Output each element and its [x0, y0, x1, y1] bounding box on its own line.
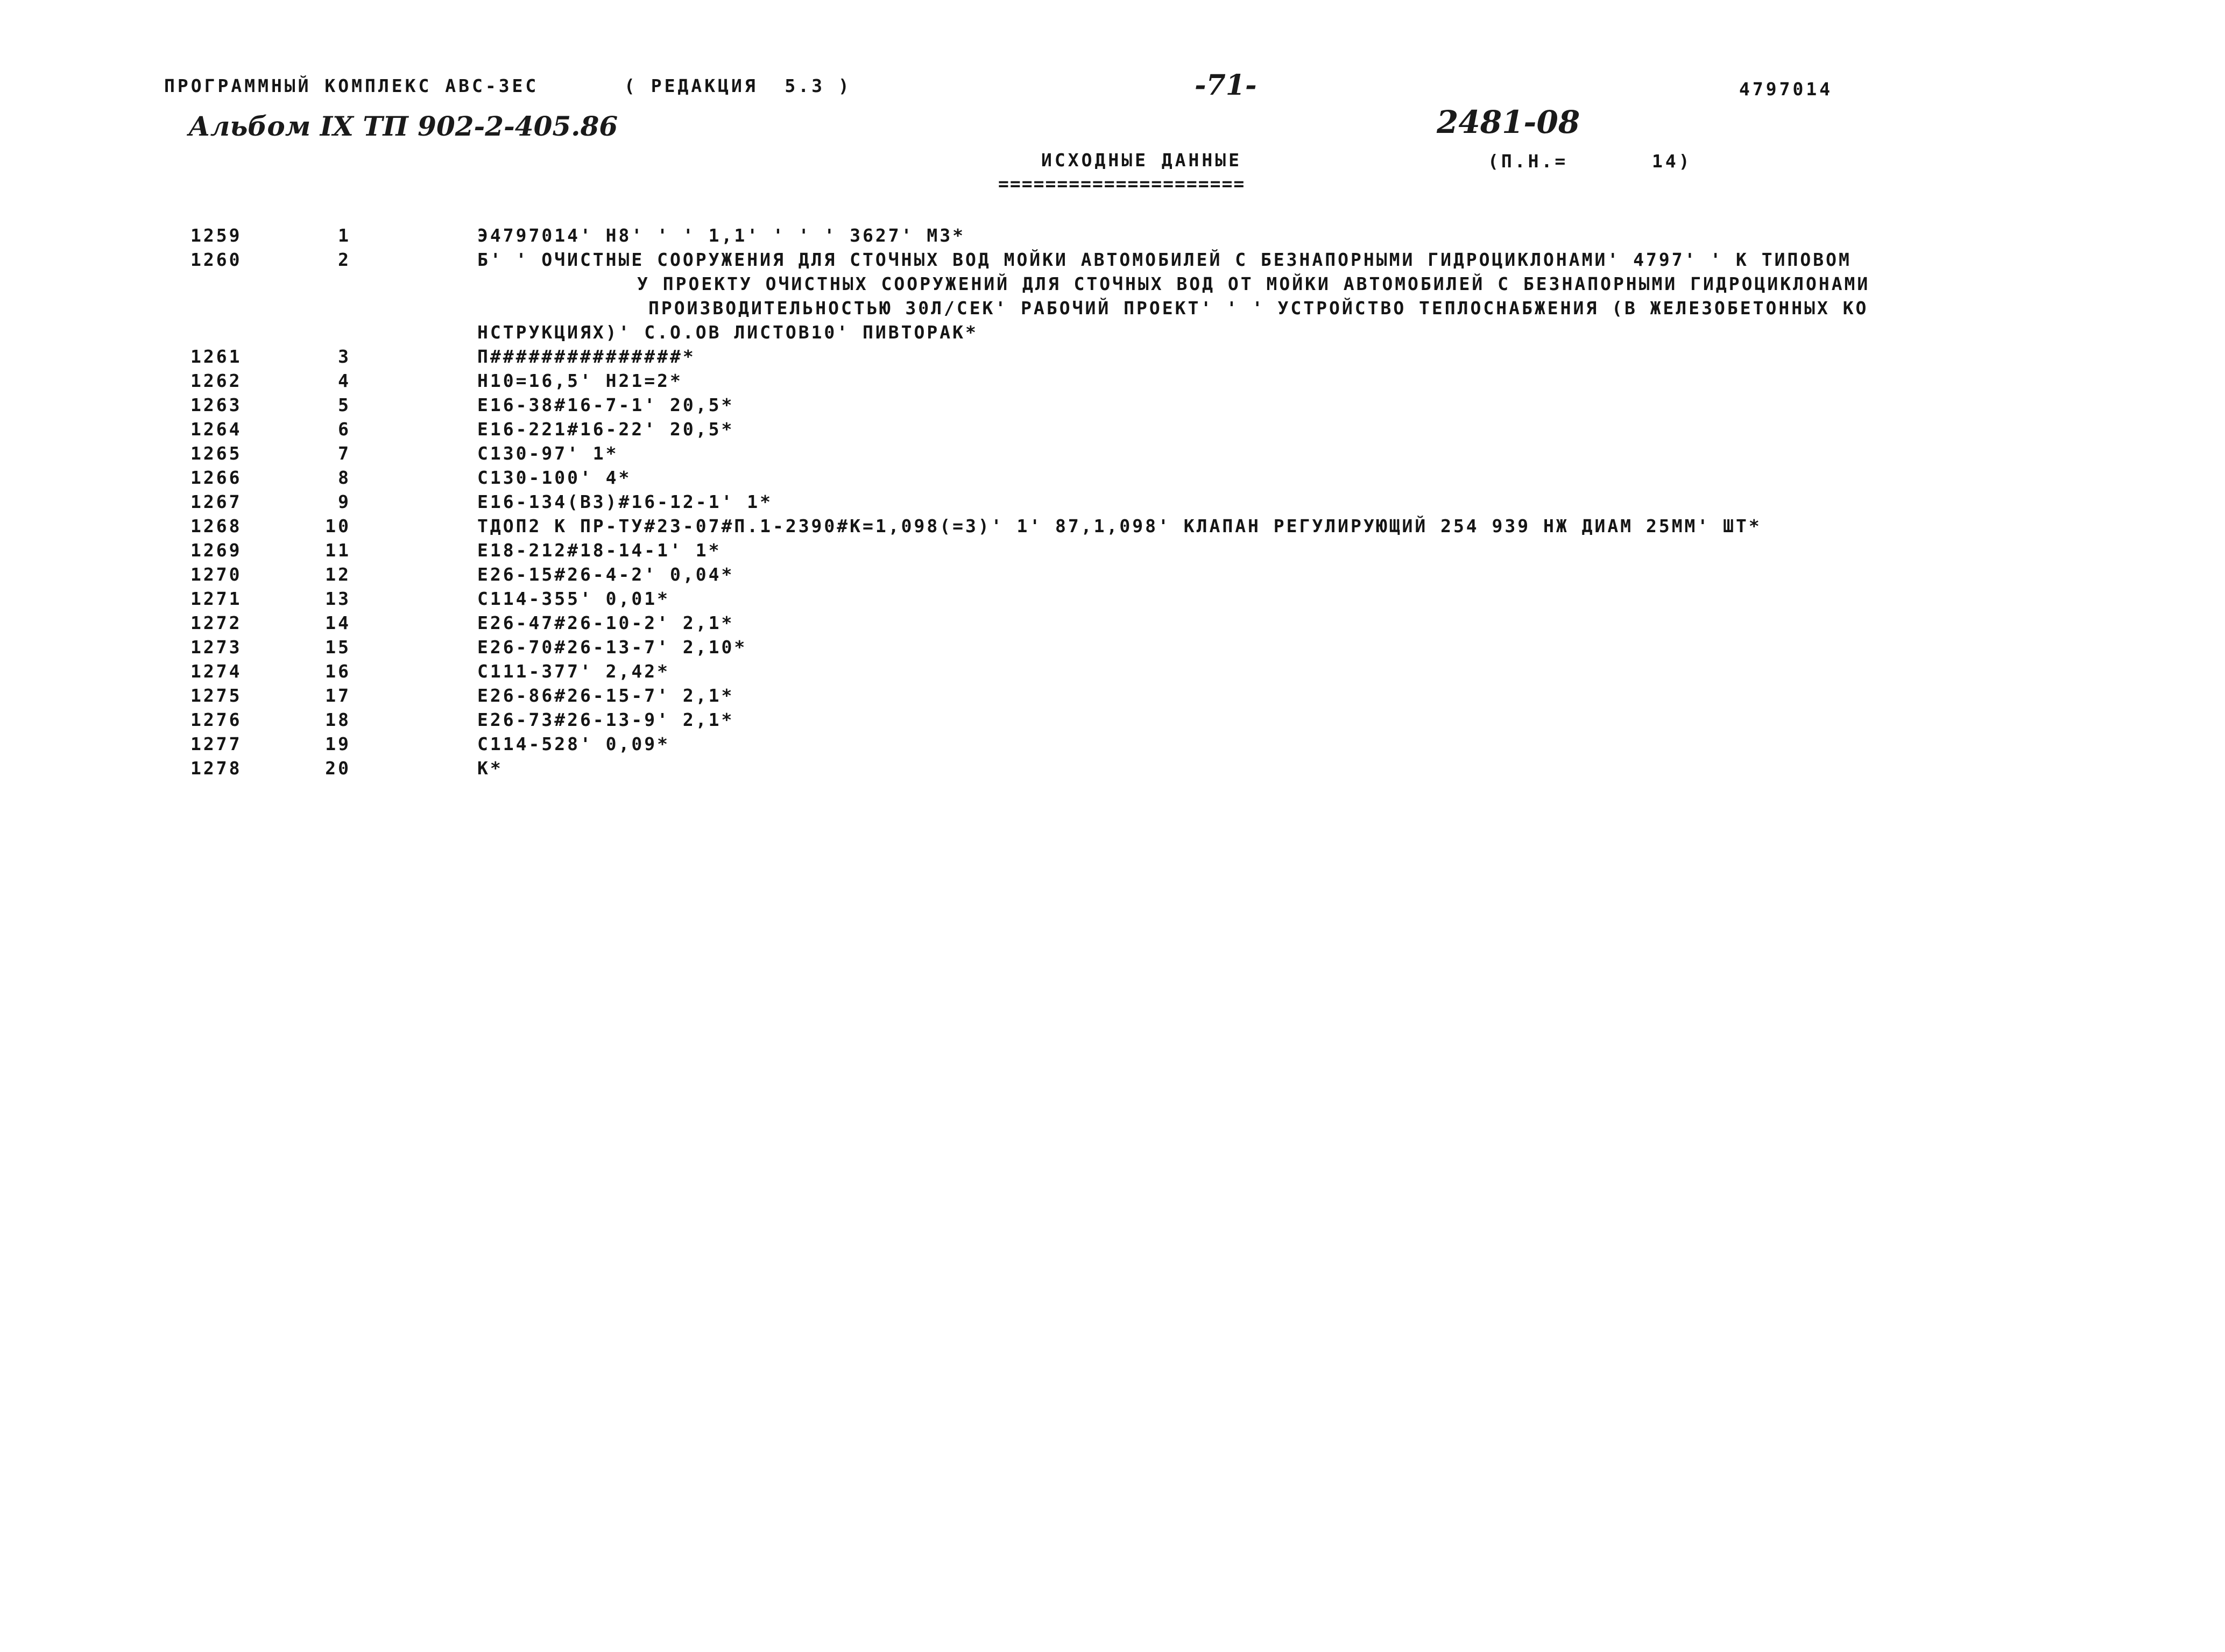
record-number: 3 — [338, 346, 351, 367]
list-item — [0, 733, 2225, 758]
record-text: ТДОП2 К ПР-ТУ#23-07#П.1-2390#К=1,098(=3)' 1' 87,1,098' КЛАПАН РЕГУЛИРУЮЩИЙ 254 939 НЖ ДИАМ 25ММ' ШТ* — [477, 516, 1762, 536]
line-number: 1275 — [190, 685, 242, 706]
record-number: 10 — [325, 516, 351, 536]
record-text: Б' ' ОЧИСТНЫЕ СООРУЖЕНИЯ ДЛЯ СТОЧНЫХ ВОД МОЙКИ АВТОМОБИЛЕЙ С БЕЗНАПОРНЫМИ ГИДРОЦИКЛОНАМИ' 4797' ' К ТИПОВОМ — [477, 249, 1852, 270]
record-number: 19 — [325, 733, 351, 754]
section-title: ИСХОДНЫЕ ДАННЫЕ — [1041, 150, 1242, 171]
list-item — [0, 419, 2225, 443]
record-number: 13 — [325, 588, 351, 609]
record-text: Е16-134(В3)#16-12-1' 1* — [477, 491, 773, 512]
line-number: 1268 — [190, 516, 242, 536]
line-number: 1271 — [190, 588, 242, 609]
record-text: Е26-70#26-13-7' 2,10* — [477, 637, 747, 658]
record-number: 12 — [325, 564, 351, 585]
line-number: 1270 — [190, 564, 242, 585]
list-item-continuation — [0, 322, 2225, 346]
list-item — [0, 467, 2225, 491]
record-text: С111-377' 2,42* — [477, 661, 670, 682]
record-number: 4 — [338, 370, 351, 391]
record-number: 18 — [325, 709, 351, 730]
list-item — [0, 516, 2225, 540]
record-text: Н10=16,5' Н21=2* — [477, 370, 683, 391]
record-text-continued: У ПРОЕКТУ ОЧИСТНЫХ СООРУЖЕНИЙ ДЛЯ СТОЧНЫХ ВОД ОТ МОЙКИ АВТОМОБИЛЕЙ С БЕЗНАПОРНЫМИ ГИДРОЦИКЛОНАМИ — [637, 273, 1870, 294]
record-number: 2 — [338, 249, 351, 270]
line-number: 1274 — [190, 661, 242, 682]
line-number: 1259 — [190, 225, 242, 246]
list-item — [0, 661, 2225, 685]
record-number: 17 — [325, 685, 351, 706]
program-title: ПРОГРАММНЫЙ КОМПЛЕКС АВС-ЗЕС — [164, 75, 539, 96]
record-text: Э4797014' Н8' ' ' 1,1' ' ' ' 3627' М3* — [477, 225, 965, 246]
record-number: 1 — [338, 225, 351, 246]
line-number: 1260 — [190, 249, 242, 270]
list-item-continuation — [0, 273, 2225, 298]
record-text: Е26-73#26-13-9' 2,1* — [477, 709, 734, 730]
line-number: 1276 — [190, 709, 242, 730]
line-number: 1266 — [190, 467, 242, 488]
pn-value: 14) — [1652, 151, 1692, 172]
record-text: П###############* — [477, 346, 696, 367]
record-number: 6 — [338, 419, 351, 440]
record-text: С114-355' 0,01* — [477, 588, 670, 609]
line-number: 1264 — [190, 419, 242, 440]
record-number: 16 — [325, 661, 351, 682]
record-number: 9 — [338, 491, 351, 512]
line-number: 1267 — [190, 491, 242, 512]
record-number: 20 — [325, 758, 351, 779]
edition-label: ( РЕДАКЦИЯ 5.3 ) — [624, 75, 852, 96]
list-item — [0, 612, 2225, 637]
line-number: 1278 — [190, 758, 242, 779]
line-number: 1263 — [190, 394, 242, 415]
record-number: 11 — [325, 540, 351, 561]
line-number: 1269 — [190, 540, 242, 561]
list-item — [0, 370, 2225, 394]
list-item — [0, 443, 2225, 467]
pn-label: (П.Н.= — [1488, 151, 1569, 172]
record-text: Е26-86#26-15-7' 2,1* — [477, 685, 734, 706]
record-text: Е18-212#18-14-1' 1* — [477, 540, 722, 561]
line-number: 1262 — [190, 370, 242, 391]
list-item — [0, 637, 2225, 661]
record-text-continued: НСТРУКЦИЯХ)' С.О.ОВ ЛИСТОВ10' ПИВТОРАК* — [477, 322, 978, 343]
list-item — [0, 394, 2225, 419]
record-text: Е26-47#26-10-2' 2,1* — [477, 612, 734, 633]
line-number: 1265 — [190, 443, 242, 464]
list-item — [0, 564, 2225, 588]
record-text: С130-100' 4* — [477, 467, 632, 488]
list-item — [0, 346, 2225, 370]
document-code: 4797014 — [1739, 79, 1833, 100]
page-number: -71- — [1195, 69, 1257, 102]
archive-stamp: 2481-08 — [1437, 104, 1580, 140]
title-underline: ===================== — [998, 173, 1246, 194]
album-note: Альбом IX ТП 902-2-405.86 — [188, 110, 618, 142]
line-number: 1277 — [190, 733, 242, 754]
line-number: 1272 — [190, 612, 242, 633]
list-item — [0, 225, 2225, 249]
list-item — [0, 588, 2225, 612]
record-text: К* — [477, 758, 503, 779]
record-text: Е16-38#16-7-1' 20,5* — [477, 394, 734, 415]
list-item — [0, 685, 2225, 709]
list-item — [0, 758, 2225, 782]
record-number: 8 — [338, 467, 351, 488]
record-number: 14 — [325, 612, 351, 633]
list-item-continuation — [0, 298, 2225, 322]
record-text: С114-528' 0,09* — [477, 733, 670, 754]
list-item — [0, 249, 2225, 273]
list-item — [0, 709, 2225, 733]
list-item — [0, 491, 2225, 516]
line-number: 1261 — [190, 346, 242, 367]
record-number: 5 — [338, 394, 351, 415]
record-number: 7 — [338, 443, 351, 464]
list-item — [0, 540, 2225, 564]
record-number: 15 — [325, 637, 351, 658]
record-text: Е26-15#26-4-2' 0,04* — [477, 564, 734, 585]
line-number: 1273 — [190, 637, 242, 658]
record-text: С130-97' 1* — [477, 443, 619, 464]
record-text-continued: ПРОИЗВОДИТЕЛЬНОСТЬЮ 30Л/СЕК' РАБОЧИЙ ПРОЕКТ' ' ' УСТРОЙСТВО ТЕПЛОСНАБЖЕНИЯ (В ЖЕЛЕЗОБЕТОННЫХ КО — [648, 298, 1869, 319]
record-text: Е16-221#16-22' 20,5* — [477, 419, 734, 440]
